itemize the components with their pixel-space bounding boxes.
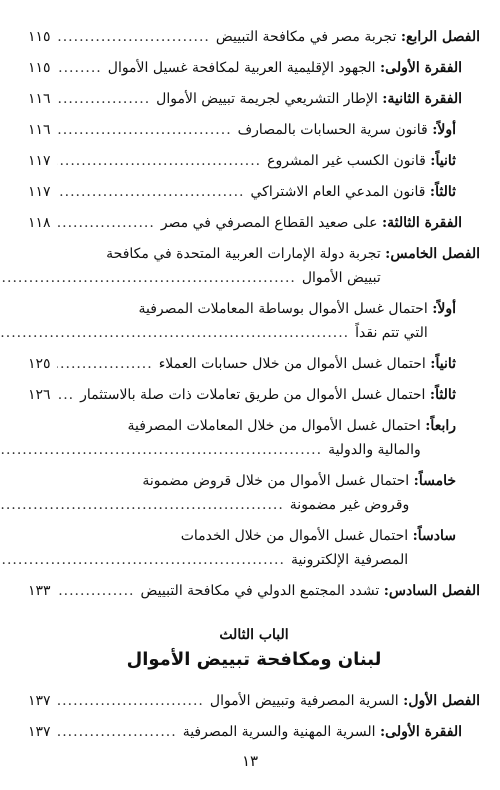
- toc-entry[interactable]: [28, 411, 480, 466]
- entry-title: الجهود الإقليمية العربية لمكافحة غسيل الأموال: [107, 60, 376, 76]
- entry-label: ثالثاً:: [429, 184, 456, 200]
- entry-title: تشدد المجتمع الدولي في مكافحة التبييض: [140, 583, 380, 599]
- leader-dots: [57, 692, 204, 710]
- entry-title: قانون سرية الحسابات بالمصارف: [237, 122, 428, 138]
- entry-body: [0, 417, 421, 459]
- entry-label: الفصل السادس:: [383, 583, 480, 599]
- toc-entry[interactable]: [28, 686, 480, 717]
- entry-title-line1: احتمال غسل الأموال من خلال الخدمات: [180, 528, 409, 544]
- entry-title-line1: احتمال غسل الأموال من خلال قروض مضمونة: [142, 473, 410, 489]
- entry-label: سادساً:: [412, 528, 456, 544]
- toc-list: [28, 22, 480, 748]
- toc-entry[interactable]: [28, 521, 480, 576]
- entry-label: خامساً:: [413, 473, 456, 489]
- entry-label: الفصل الخامس:: [385, 246, 480, 262]
- entry-label: الفقرة الثانية:: [382, 91, 462, 107]
- page-number: ١١٦: [28, 122, 51, 138]
- page-number: ١٢٦: [28, 387, 51, 403]
- entry-body: [0, 472, 409, 514]
- leader-dots: [0, 269, 296, 287]
- leader-dots: [0, 441, 322, 459]
- leader-dots: [57, 121, 232, 139]
- page-folio: ١٣: [241, 752, 259, 770]
- leader-dots: [57, 582, 135, 600]
- entry-label: الفقرة الأولى:: [380, 60, 462, 76]
- entry-line2-row: [0, 269, 381, 287]
- page-number: ١١٥: [28, 60, 51, 76]
- leader-dots: [57, 90, 151, 108]
- entry-line2-row: [0, 496, 409, 514]
- toc-entry[interactable]: [28, 380, 480, 411]
- toc-entry[interactable]: [28, 349, 480, 380]
- entry-body: [0, 527, 408, 569]
- entry-title-line2: وقروض غير مضمونة: [289, 497, 410, 513]
- leader-dots: [57, 183, 245, 201]
- leader-dots: [0, 551, 285, 569]
- leader-dots: [57, 214, 155, 232]
- entry-title: على صعيد القطاع المصرفي في مصر: [160, 215, 378, 231]
- page-number: ١١٧: [28, 153, 51, 169]
- entry-body: [0, 245, 381, 287]
- page-number: ١٣٣: [28, 583, 51, 599]
- entry-label: الفصل الأول:: [403, 693, 480, 709]
- toc-entry[interactable]: [28, 177, 480, 208]
- entry-title: قانون الكسب غير المشروع: [267, 153, 426, 169]
- toc-entry[interactable]: [28, 717, 480, 748]
- entry-label: أولاً:: [432, 301, 456, 317]
- entry-title: قانون المدعي العام الاشتراكي: [250, 184, 426, 200]
- entry-title-line1: تجربة دولة الإمارات العربية المتحدة في مكافحة: [106, 246, 381, 262]
- leader-dots: [57, 386, 75, 404]
- entry-title-line2: المصرفية الإلكترونية: [290, 552, 409, 568]
- page-number: ١٣٧: [28, 693, 51, 709]
- page-number: ١١٧: [28, 184, 51, 200]
- leader-dots: [0, 496, 284, 514]
- part-heading: الباب الثالث: [219, 627, 289, 643]
- leader-dots: [57, 59, 102, 77]
- entry-title: الإطار التشريعي لجريمة تبييض الأموال: [156, 91, 378, 107]
- entry-title-line1: احتمال غسل الأموال بوساطة المعاملات المصرفية: [138, 301, 428, 317]
- toc-entry[interactable]: [28, 84, 480, 115]
- entry-title-line1: احتمال غسل الأموال من خلال المعاملات المصرفية: [127, 418, 421, 434]
- entry-label: أولاً:: [432, 122, 456, 138]
- toc-entry[interactable]: [28, 576, 480, 607]
- entry-label: الفقرة الأولى:: [380, 724, 462, 740]
- entry-title-line2: والمالية والدولية: [328, 442, 421, 458]
- toc-entry[interactable]: [28, 22, 480, 53]
- leader-dots: [57, 355, 153, 373]
- leader-dots: [57, 152, 262, 170]
- leader-dots: [0, 324, 349, 342]
- entry-body: [0, 300, 428, 342]
- entry-label: ثانياً:: [430, 153, 456, 169]
- entry-label: الفقرة الثالثة:: [381, 215, 462, 231]
- entry-line2-row: [0, 441, 421, 459]
- entry-title-line2: تبييض الأموال: [301, 270, 381, 286]
- part-title: لبنان ومكافحة تبييض الأموال: [126, 649, 382, 670]
- entry-label: ثالثاً:: [429, 387, 456, 403]
- entry-title: السرية المهنية والسرية المصرفية: [182, 724, 376, 740]
- page-number: ١١٨: [28, 215, 51, 231]
- page-number: ١١٥: [28, 29, 51, 45]
- entry-label: الفصل الرابع:: [400, 29, 480, 45]
- page-number: ١١٦: [28, 91, 51, 107]
- entry-line2-row: [0, 324, 428, 342]
- toc-entry[interactable]: [28, 53, 480, 84]
- page-number: ١٢٥: [28, 356, 51, 372]
- leader-dots: [57, 723, 177, 741]
- entry-title: احتمال غسل الأموال من طريق تعاملات ذات صلة بالاستثمار: [80, 387, 426, 403]
- toc-entry[interactable]: [28, 466, 480, 521]
- toc-entry[interactable]: [28, 294, 480, 349]
- entry-title: تجربة مصر في مكافحة التبييض: [215, 29, 397, 45]
- toc-entry[interactable]: [28, 208, 480, 239]
- entry-title: السرية المصرفية وتبييض الأموال: [209, 693, 399, 709]
- entry-title-line2: التي تتم نقداً: [355, 325, 428, 341]
- toc-entry[interactable]: [28, 239, 480, 294]
- entry-line2-row: [0, 551, 408, 569]
- toc-entry[interactable]: [28, 115, 480, 146]
- entry-title: احتمال غسل الأموال من خلال حسابات العملاء: [158, 356, 426, 372]
- leader-dots: [57, 28, 210, 46]
- entry-label: رابعاً:: [425, 418, 456, 434]
- entry-label: ثانياً:: [430, 356, 456, 372]
- page-number: ١٣٧: [28, 724, 51, 740]
- toc-entry[interactable]: [28, 146, 480, 177]
